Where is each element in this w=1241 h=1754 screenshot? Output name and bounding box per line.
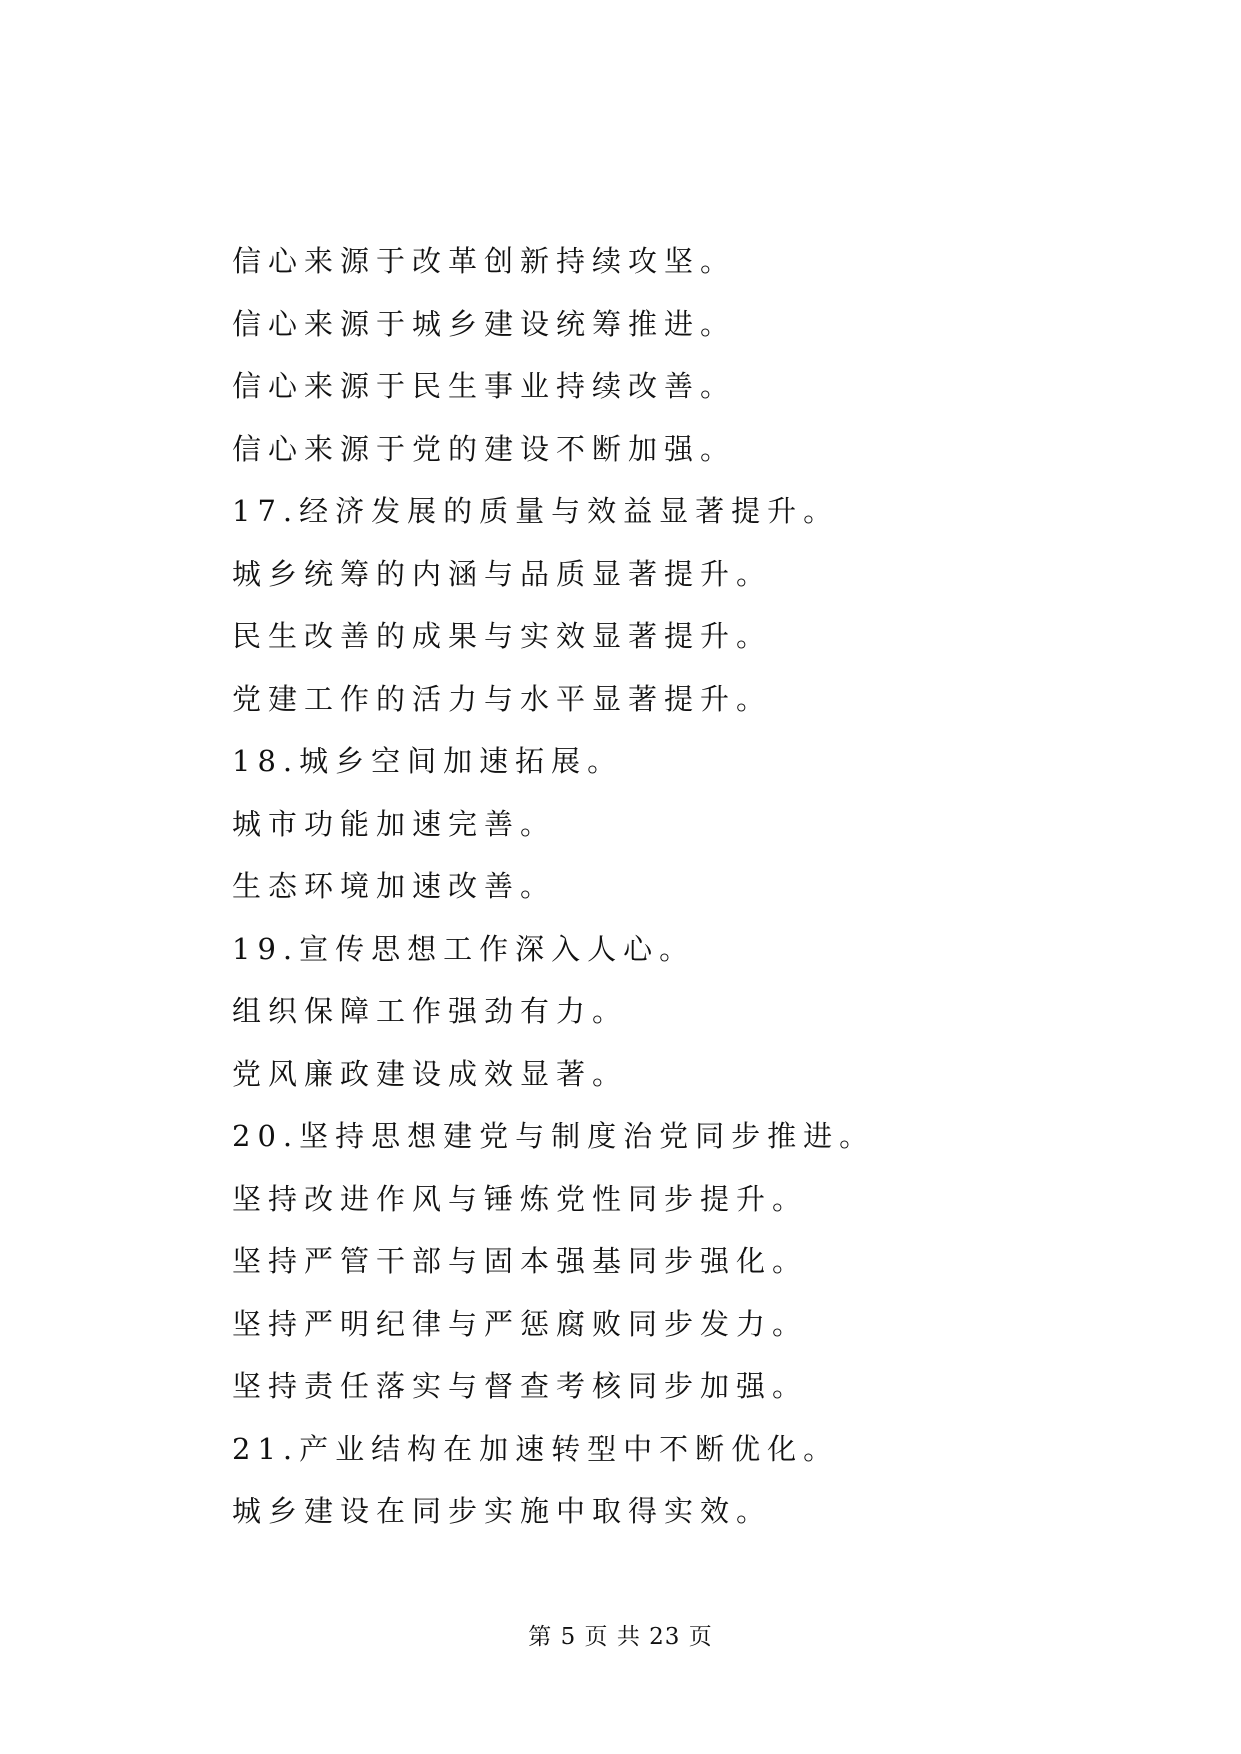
text-line: 17.经济发展的质量与效益显著提升。 (232, 494, 840, 528)
text-line: 20.坚持思想建党与制度治党同步推进。 (232, 1119, 876, 1153)
text-line: 生态环境加速改善。 (232, 869, 557, 903)
text-line: 坚持责任落实与督查考核同步加强。 (232, 1369, 809, 1403)
text-line: 坚持严管干部与固本强基同步强化。 (232, 1244, 809, 1278)
text-line: 信心来源于城乡建设统筹推进。 (232, 306, 737, 341)
text-line: 信心来源于党的建设不断加强。 (232, 431, 737, 466)
text-line: 坚持改进作风与锤炼党性同步提升。 (232, 1181, 809, 1216)
text-line: 城市功能加速完善。 (232, 806, 557, 841)
text-line: 党风廉政建设成效显著。 (232, 1056, 629, 1091)
text-line: 党建工作的活力与水平显著提升。 (232, 681, 773, 716)
text-line: 21.产业结构在加速转型中不断优化。 (232, 1431, 840, 1466)
text-line: 组织保障工作强劲有力。 (232, 994, 629, 1028)
page-number-footer: 第 5 页 共 23 页 (528, 1624, 713, 1650)
text-line: 19.宣传思想工作深入人心。 (232, 931, 696, 966)
text-line: 坚持严明纪律与严惩腐败同步发力。 (232, 1306, 809, 1341)
text-line: 18.城乡空间加速拓展。 (232, 744, 624, 778)
body-text (232, 230, 1152, 1543)
text-line: 信心来源于改革创新持续攻坚。 (232, 244, 737, 278)
text-line: 信心来源于民生事业持续改善。 (232, 369, 737, 403)
text-line: 民生改善的成果与实效显著提升。 (232, 619, 773, 653)
text-line: 城乡建设在同步实施中取得实效。 (232, 1494, 773, 1528)
text-line: 城乡统筹的内涵与品质显著提升。 (232, 556, 773, 591)
